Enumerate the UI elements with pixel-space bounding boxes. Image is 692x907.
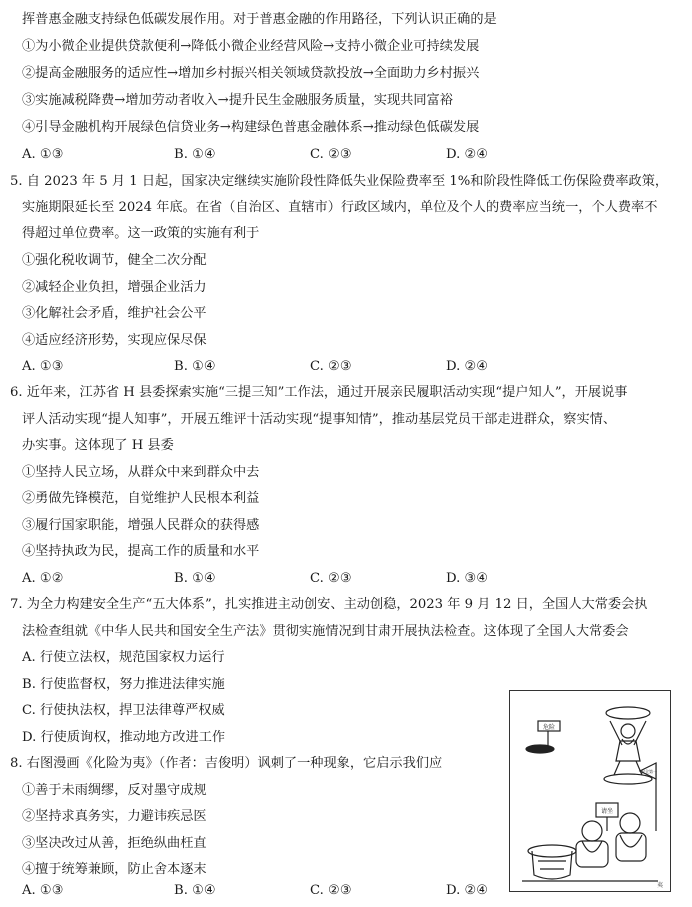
q6-item-2: ②勇做先锋模范，自觉维护人民根本利益 [22,491,260,506]
q5-item-2: ②减轻企业负担，增强企业活力 [22,280,207,295]
comic-illustration [509,690,671,892]
q8-item-2: ②坚持求真务实，力避讳疾忌医 [22,809,207,824]
q4-stem-tail: 挥普惠金融支持绿色低碳发展作用。对于普惠金融的作用路径，下列认识正确的是 [22,12,497,27]
q5-stem-line-2: 实施期限延长至 2024 年底。在省（自治区、直辖市）行政区域内，单位及个人的费率应当统一，个人费率不 [22,200,658,215]
comic-drawing [510,691,670,891]
q4-options [22,146,542,164]
q4-item-4: ④引导金融机构开展绿色信贷业务→构建绿色普惠金融体系→推动绿色低碳发展 [22,120,480,135]
q6-item-3: ③履行国家职能，增强人民群众的获得感 [22,518,260,533]
q7-choice-b[interactable]: B. 行使监督权，努力推进法律实施 [22,677,225,692]
comic-sign-right: 请坐 [600,808,614,815]
q5-option-c[interactable]: C. ②③ [310,359,352,374]
q8-item-3: ③坚决改过从善，拒绝纵曲枉直 [22,836,207,851]
q4-item-3: ③实施减税降费→增加劳动者收入→提升民生金融服务质量，实现共同富裕 [22,93,453,108]
q4-item-1: ①为小微企业提供贷款便利→降低小微企业经营风险→支持小微企业可持续发展 [22,39,480,54]
q7-choice-d[interactable]: D. 行使质询权，推动地方改进工作 [22,730,226,745]
q5-item-1: ①强化税收调节，健全二次分配 [22,253,207,268]
q5-option-d[interactable]: D. ②④ [446,359,489,374]
q6-stem-line-2: 评人活动实现“提人知事”，开展五维评十活动实现“提事知情”，推动基层党员干部走进群众，察实情、 [22,412,617,427]
comic-sign-left: 危险 [542,724,556,731]
q8-option-d[interactable]: D. ②④ [446,883,489,898]
q4-item-2: ②提高金融服务的适应性→增加乡村振兴相关领域贷款投放→全面助力乡村振兴 [22,66,480,81]
q5-item-3: ③化解社会矛盾，维护社会公平 [22,306,207,321]
q6-stem-line-3: 办实事。这体现了 H 县委 [22,438,174,453]
q6-option-a[interactable]: A. ①② [22,571,64,586]
q8-option-a[interactable]: A. ①③ [22,883,64,898]
q8-option-b[interactable]: B. ①④ [174,883,216,898]
q6-stem-line-1: 6. 近年来，江苏省 H 县委探索实施“三提三知”工作法，通过开展亲民履职活动实现“提户知人”，开展说事 [10,385,628,400]
q7-stem-line-1: 7. 为全力构建安全生产“五大体系”，扎实推进主动创安、主动创稳，2023 年 9 月 12 日，全国人大常委会执 [10,597,648,612]
q8-options [22,882,542,900]
q5-item-4: ④适应经济形势，实现应保尽保 [22,333,207,348]
q6-item-4: ④坚持执政为民，提高工作的质量和水平 [22,544,260,559]
q8-option-c[interactable]: C. ②③ [310,883,352,898]
q5-options [22,358,542,376]
q4-option-a[interactable]: A. ①③ [22,147,64,162]
q7-stem-line-2: 法检查组就《中华人民共和国安全生产法》贯彻实施情况到甘肃开展执法检查。这体现了全国人大常委会 [22,624,629,639]
q6-item-1: ①坚持人民立场，从群众中来到群众中去 [22,465,260,480]
q8-stem: 8. 右图漫画《化险为夷》（作者：吉俊明）讽刺了一种现象，它启示我们应 [10,756,443,771]
q4-option-c[interactable]: C. ②③ [310,147,352,162]
q7-choice-c[interactable]: C. 行使执法权，捍卫法律尊严权威 [22,703,225,718]
q8-item-1: ①善于未雨绸缪，反对墨守成规 [22,783,207,798]
comic-flag: 安全第一 [641,769,657,774]
q7-choice-a[interactable]: A. 行使立法权，规范国家权力运行 [22,650,225,665]
q4-option-d[interactable]: D. ②④ [446,147,489,162]
comic-stamp: 夷 [656,882,664,889]
q6-option-c[interactable]: C. ②③ [310,571,352,586]
q5-stem-line-3: 得超过单位费率。这一政策的实施有利于 [22,226,260,241]
q6-options [22,570,542,588]
q5-option-a[interactable]: A. ①③ [22,359,64,374]
q4-option-b[interactable]: B. ①④ [174,147,216,162]
q6-option-b[interactable]: B. ①④ [174,571,216,586]
q5-option-b[interactable]: B. ①④ [174,359,216,374]
q8-item-4: ④擅于统筹兼顾，防止舍本逐末 [22,862,207,877]
q5-stem-line-1: 5. 自 2023 年 5 月 1 日起，国家决定继续实施阶段性降低失业保险费率至 1%和阶段性降低工伤保险费率政策， [10,174,669,189]
q6-option-d[interactable]: D. ③④ [446,571,489,586]
